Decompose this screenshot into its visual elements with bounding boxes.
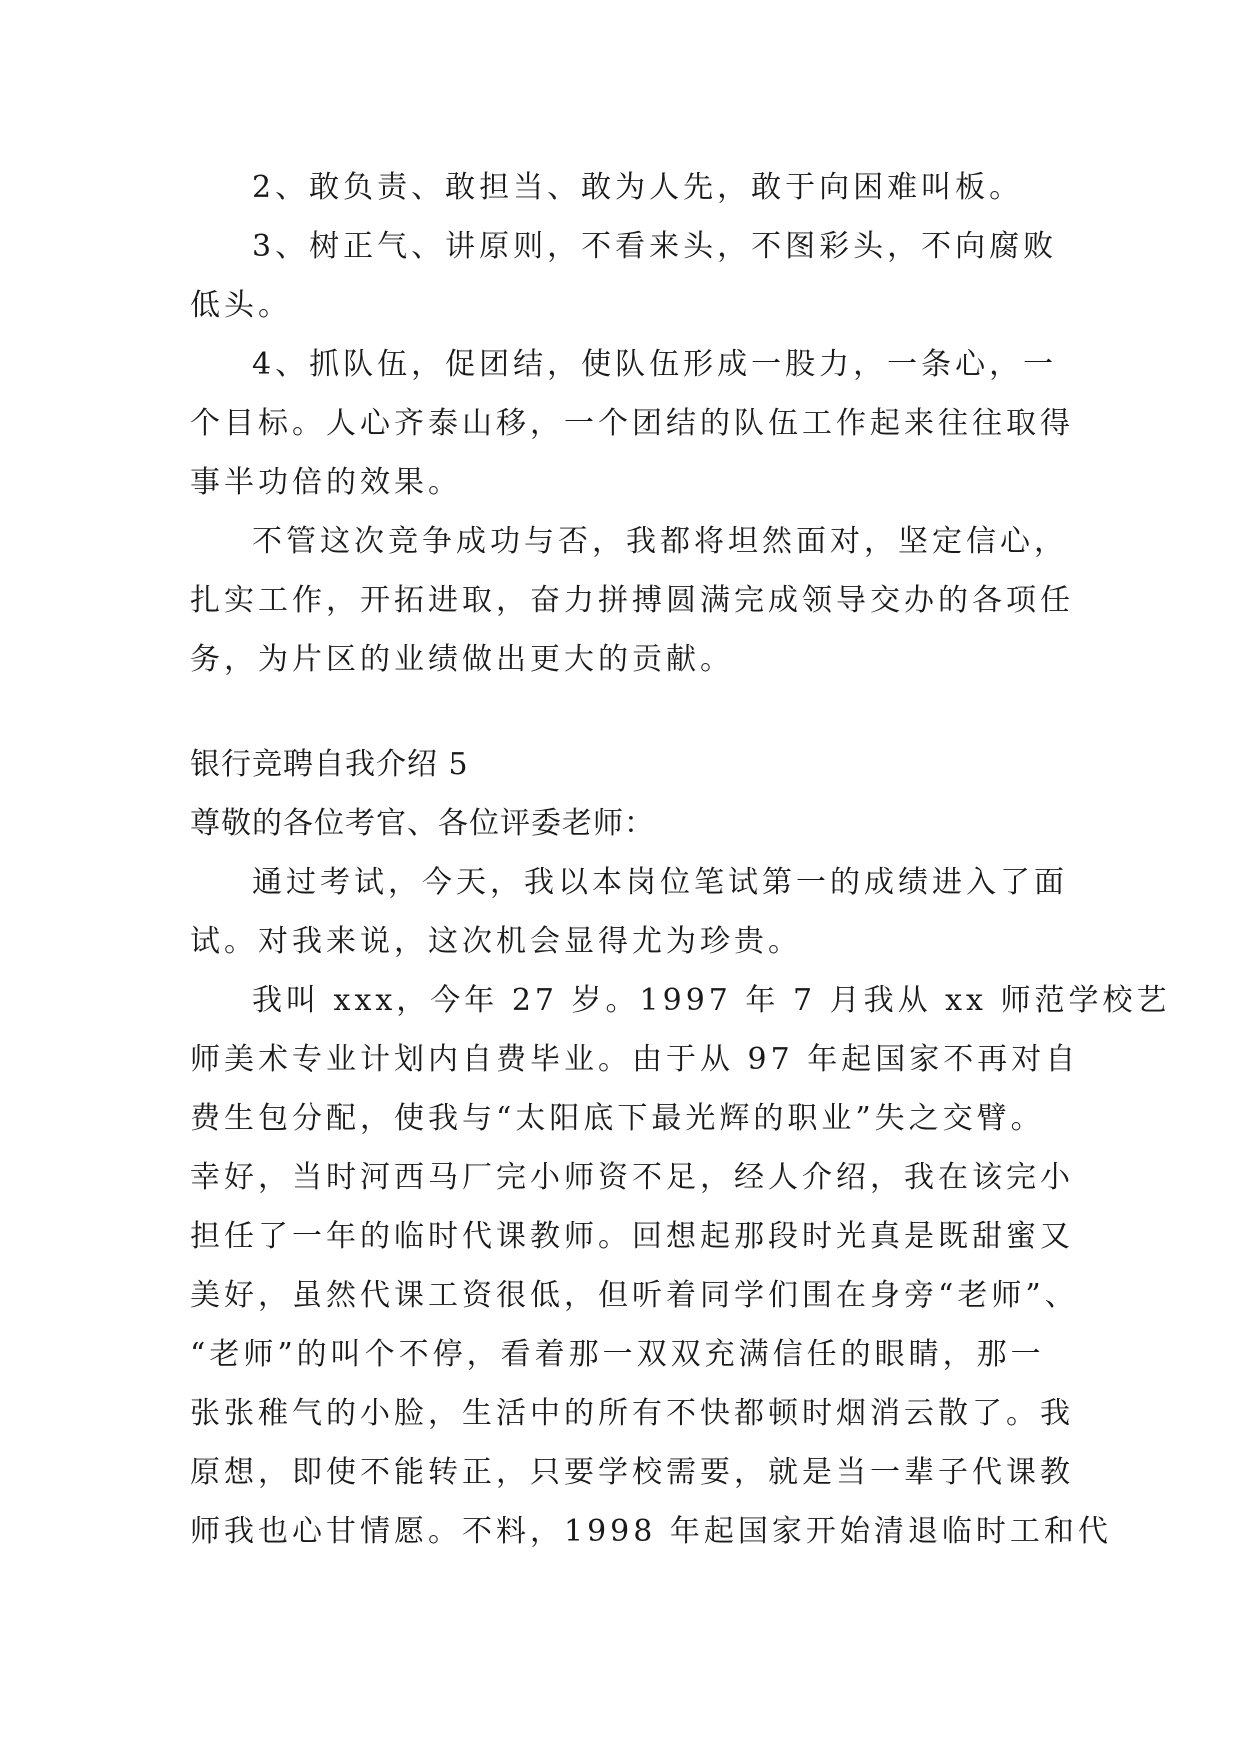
text-line: 低头。	[190, 288, 292, 323]
text-line: 幸好，当时河西马厂完小师资不足，经人介绍，我在该完小	[190, 1160, 1074, 1195]
text-line: 担任了一年的临时代课教师。回想起那段时光真是既甜蜜又	[190, 1219, 1074, 1254]
text-line: 2、敢负责、敢担当、敢为人先，敢于向困难叫板。	[252, 170, 1024, 205]
text-line: 费生包分配，使我与“太阳底下最光辉的职业”失之交臂。	[190, 1101, 1045, 1136]
text-line: 事半功倍的效果。	[190, 465, 462, 500]
text-line: 个目标。人心齐泰山移，一个团结的队伍工作起来往往取得	[190, 406, 1074, 441]
text-line: 试。对我来说，这次机会显得尤为珍贵。	[190, 924, 802, 959]
text-line: 不管这次竞争成功与否，我都将坦然面对，坚定信心，	[252, 524, 1068, 559]
text-line: 我叫 xxx，今年 27 岁。1997 年 7 月我从 xx 师范学校艺	[252, 983, 1171, 1018]
text-line: 4、抓队伍，促团结，使队伍形成一股力，一条心，一	[252, 347, 1058, 382]
text-line: 原想，即使不能转正，只要学校需要，就是当一辈子代课教	[190, 1455, 1074, 1490]
text-line: 师我也心甘情愿。不料，1998 年起国家开始清退临时工和代	[190, 1514, 1112, 1549]
text-line: 师美术专业计划内自费毕业。由于从 97 年起国家不再对自	[190, 1042, 1080, 1077]
text-line: 扎实工作，开拓进取，奋力拼搏圆满完成领导交办的各项任	[190, 583, 1074, 618]
section-title: 银行竞聘自我介绍 5	[190, 747, 469, 782]
salutation: 尊敬的各位考官、各位评委老师：	[190, 806, 655, 841]
text-line: “老师”的叫个不停，看着那一双双充满信任的眼睛，那一	[190, 1337, 1045, 1372]
text-line: 3、树正气、讲原则，不看来头，不图彩头，不向腐败	[252, 229, 1058, 264]
text-line: 美好，虽然代课工资很低，但听着同学们围在身旁“老师”、	[190, 1278, 1079, 1313]
text-line: 务，为片区的业绩做出更大的贡献。	[190, 642, 734, 677]
text-line: 张张稚气的小脸，生活中的所有不快都顿时烟消云散了。我	[190, 1396, 1074, 1431]
text-line: 通过考试，今天，我以本岗位笔试第一的成绩进入了面	[252, 865, 1068, 900]
